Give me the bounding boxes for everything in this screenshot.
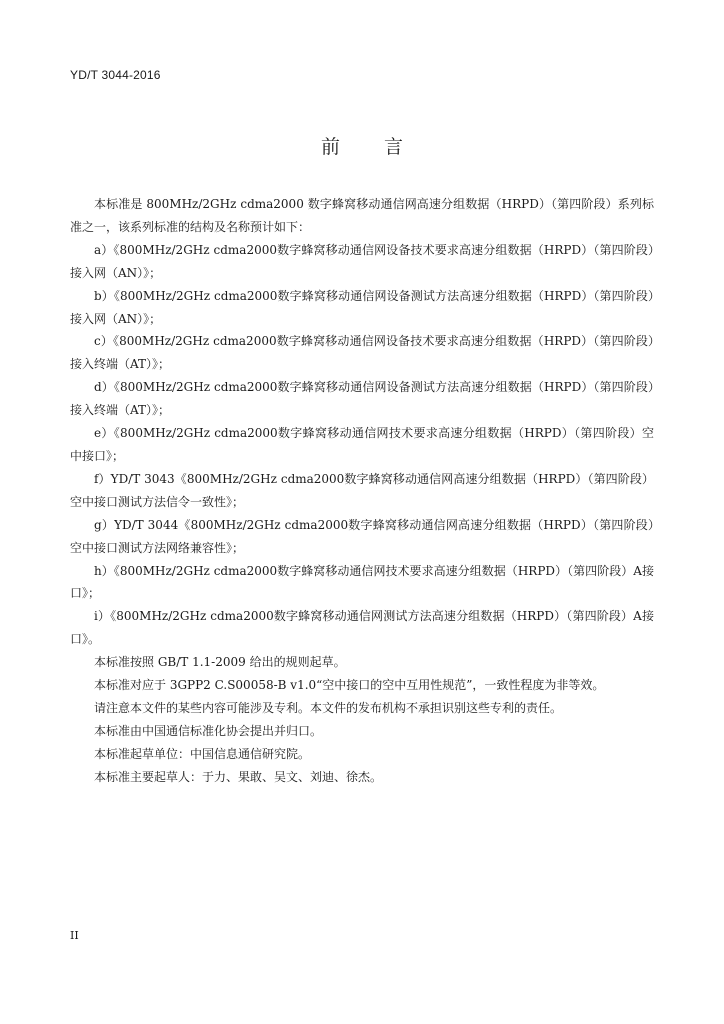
paragraph-patent-notice: 请注意本文件的某些内容可能涉及专利。本文件的发布机构不承担识别这些专利的责任。: [94, 700, 563, 715]
foreword-body: [70, 193, 654, 789]
paragraph-drafting-rules: 本标准按照 GB/T 1.1-2009 给出的规则起草。: [94, 655, 346, 670]
list-item-f: f）YD/T 3043《800MHz/2GHz cdma2000数字蜂窝移动通信网高速分组数据（HRPD）（第四阶段）空中接口测试方法信令一致性》；: [70, 471, 654, 509]
list-item-g: g）YD/T 3044《800MHz/2GHz cdma2000数字蜂窝移动通信网高速分组数据（HRPD）（第四阶段）空中接口测试方法网络兼容性》；: [70, 517, 654, 555]
list-item-d: d）《800MHz/2GHz cdma2000数字蜂窝移动通信网设备测试方法高速分组数据（HRPD）（第四阶段）接入终端（AT）》；: [70, 380, 654, 418]
list-item-a: a）《800MHz/2GHz cdma2000数字蜂窝移动通信网设备技术要求高速分组数据（HRPD）（第四阶段）接入网（AN）》；: [70, 242, 654, 280]
paragraph-correspondence: 本标准对应于 3GPP2 C.S00058-B v1.0“空中接口的空中互用性规范”，一致性程度为非等效。: [94, 678, 605, 693]
page-title: 前言: [320, 136, 447, 158]
paragraph-intro: 本标准是 800MHz/2GHz cdma2000 数字蜂窝移动通信网高速分组数据（HRPD）（第四阶段）系列标准之一，该系列标准的结构及名称预计如下：: [70, 197, 654, 234]
paragraph-drafting-unit: 本标准起草单位：中国信息通信研究院。: [94, 746, 311, 761]
list-item-i: i）《800MHz/2GHz cdma2000数字蜂窝移动通信网测试方法高速分组数据（HRPD）（第四阶段）A接口》。: [70, 609, 654, 647]
list-item-e: e）《800MHz/2GHz cdma2000数字蜂窝移动通信网技术要求高速分组数据（HRPD）（第四阶段）空中接口》；: [70, 426, 654, 463]
paragraph-proposer: 本标准由中国通信标准化协会提出并归口。: [94, 723, 323, 738]
list-item-c: c）《800MHz/2GHz cdma2000数字蜂窝移动通信网设备技术要求高速分组数据（HRPD）（第四阶段）接入终端（AT）》；: [70, 334, 654, 372]
list-item-h: h）《800MHz/2GHz cdma2000数字蜂窝移动通信网技术要求高速分组数据（HRPD）（第四阶段）A接口》；: [70, 563, 654, 601]
page-number: II: [70, 929, 79, 942]
document-code: YD/T 3044-2016: [70, 68, 161, 82]
paragraph-drafters: 本标准主要起草人：于力、果敢、吴文、刘迪、徐杰。: [94, 769, 383, 784]
list-item-b: b）《800MHz/2GHz cdma2000数字蜂窝移动通信网设备测试方法高速分组数据（HRPD）（第四阶段）接入网（AN）》；: [70, 288, 654, 326]
